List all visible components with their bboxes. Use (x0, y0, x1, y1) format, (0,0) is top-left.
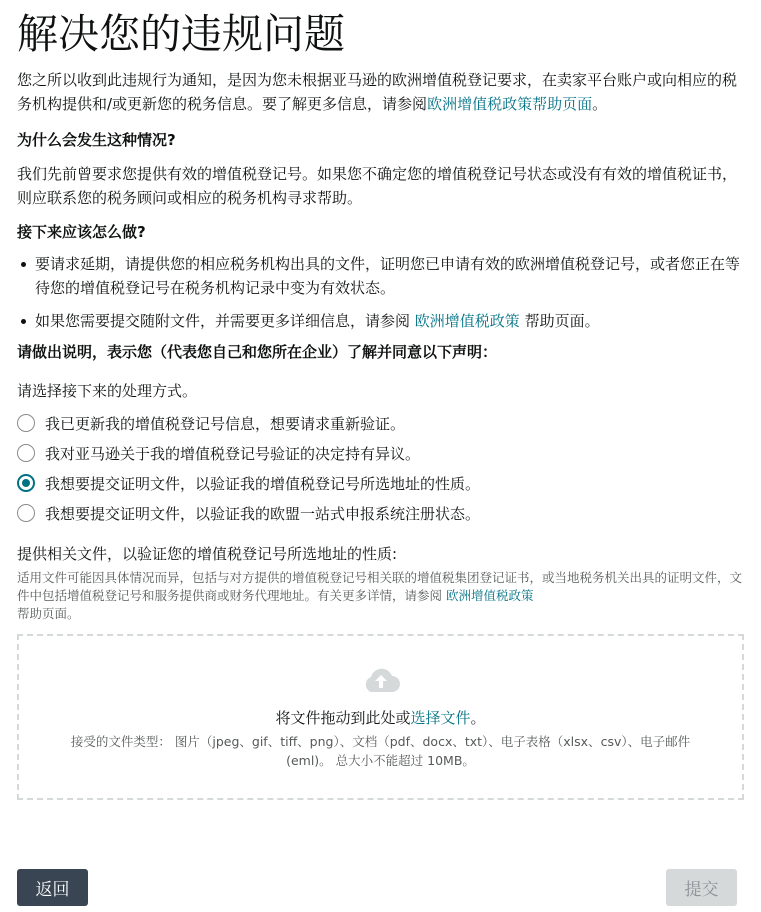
intro-end: 。 (592, 95, 608, 113)
radio-option-reverify[interactable] (17, 408, 744, 438)
submit-button[interactable]: 提交 (666, 869, 737, 906)
radio-option-dispute[interactable] (17, 438, 744, 468)
radio-label: 我对亚马逊关于我的增值税登记号验证的决定持有异议。 (45, 444, 421, 463)
list-item: 要请求延期，请提供您的相应税务机构出具的文件，证明您已申请有效的欧洲增值税登记号，或者您正在等待您的增值税登记号在税务机构记录中变为有效状态。 (17, 252, 744, 300)
why-text: 我们先前曾要求您提供有效的增值税登记号。如果您不确定您的增值税登记号状态或没有有效的增值税证书，则应联系您的税务顾问或相应的税务机构寻求帮助。 (17, 165, 738, 207)
help-text-end: 帮助页面。 (17, 606, 80, 621)
option-radio-group (17, 408, 744, 528)
choose-prompt: 请选择接下来的处理方式。 (17, 382, 198, 400)
drop-text (19, 706, 742, 730)
vat-policy-link-small[interactable]: 欧洲增值税政策 (445, 588, 534, 603)
file-dropzone[interactable] (17, 634, 744, 800)
accepted-file-types: 接受的文件类型： 图片（jpeg、gif、tiff、png）、文档（pdf、docx、txt）、电子表格（xlsx、csv）、电子邮件 (eml)。 总大小不能超过 10MB。 (70, 734, 691, 768)
action-buttons (17, 869, 737, 906)
vat-policy-link[interactable]: 欧洲增值税政策 (414, 312, 520, 330)
back-button[interactable]: 返回 (17, 869, 88, 906)
radio-button[interactable] (17, 504, 35, 522)
next-steps-list (17, 252, 744, 333)
radio-button[interactable] (17, 414, 35, 432)
bullet-text: 如果您需要提交随附文件，并需要更多详细信息，请参阅 (35, 312, 415, 330)
choose-file-link[interactable]: 选择文件 (410, 709, 471, 727)
intro-body: 您之所以收到此违规行为通知，是因为您未根据亚马逊的欧洲增值税登记要求，在卖家平台账户或向相应的税务机构提供和/或更新您的税务信息。要了解更多信息，请参阅 (17, 71, 738, 113)
intro-text (17, 68, 744, 116)
next-heading: 接下来应该怎么做? (17, 223, 146, 241)
vat-policy-help-link[interactable]: 欧洲增值税政策帮助页面 (427, 95, 593, 113)
drop-text-main: 将文件拖动到此处或 (275, 709, 411, 727)
drop-text-end: 。 (470, 709, 486, 727)
help-text: 适用文件可能因具体情况而异，包括与对方提供的增值税登记号相关联的增值税集团登记证书，或当地税务机关出具的证明文件，文件中包括增值税登记号和服务提供商或财务代理地址。有关更多详情，请参阅 (17, 570, 743, 603)
radio-label: 我想要提交证明文件，以验证我的增值税登记号所选地址的性质。 (45, 474, 481, 493)
radio-option-oss-docs[interactable] (17, 498, 744, 528)
radio-option-address-docs[interactable] (17, 468, 744, 498)
radio-button-selected[interactable] (17, 474, 35, 492)
upload-label: 提供相关文件，以验证您的增值税登记号所选地址的性质: (17, 545, 398, 563)
why-heading: 为什么会发生这种情况? (17, 131, 176, 149)
cloud-upload-icon (362, 666, 400, 694)
upload-help (17, 569, 744, 623)
radio-label: 我已更新我的增值税登记号信息，想要请求重新验证。 (45, 414, 406, 433)
page-title: 解决您的违规问题 (17, 10, 345, 58)
declaration-heading: 请做出说明，表示您（代表您自己和您所在企业）了解并同意以下声明： (17, 343, 498, 361)
radio-label: 我想要提交证明文件，以验证我的欧盟一站式申报系统注册状态。 (45, 504, 481, 523)
bullet-text-end: 帮助页面。 (519, 312, 600, 330)
list-item (17, 309, 744, 333)
radio-button[interactable] (17, 444, 35, 462)
